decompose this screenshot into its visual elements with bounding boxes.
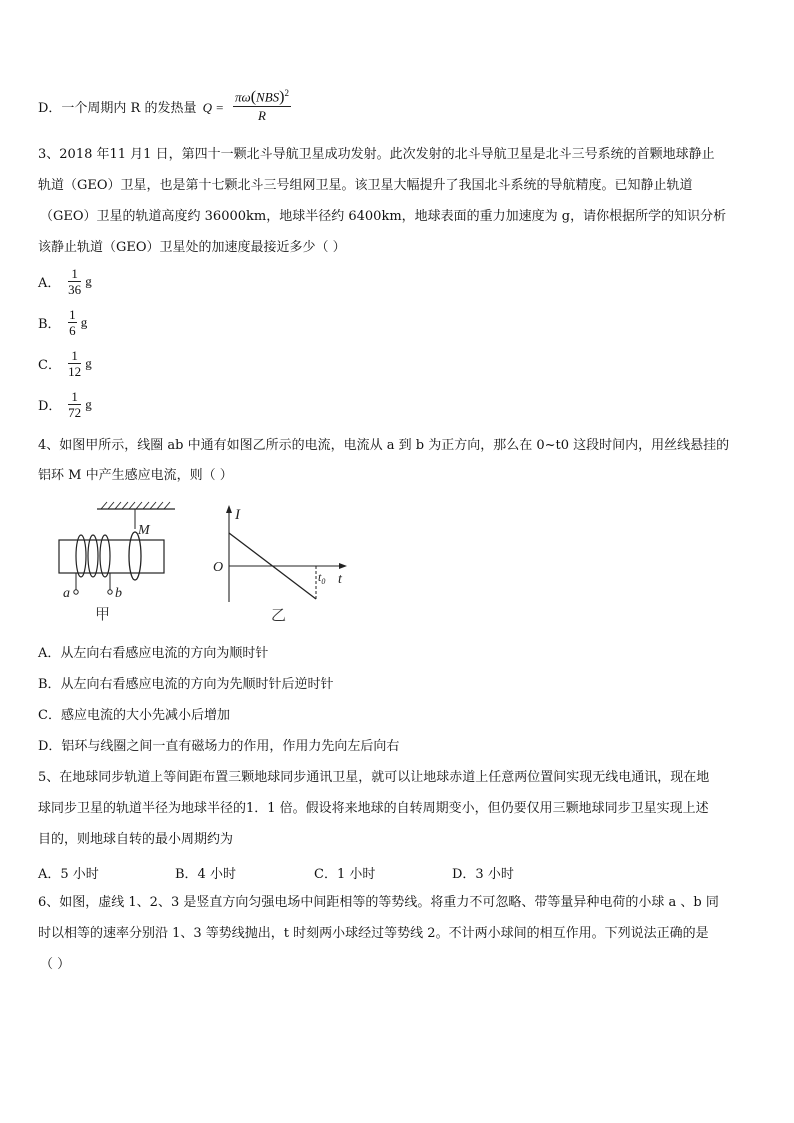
q6-line-1: 6、如图，虚线 1、2、3 是竖直方向匀强电场中间距相等的等势线。将重力不可忽略、带等量异种电荷的小球 a 、b 同: [38, 895, 719, 910]
fig-yi-label-t: t: [338, 572, 342, 587]
q5-option-d: D．3 小时: [452, 867, 514, 882]
q2-option-d: [38, 100, 224, 117]
q4-line-2: 铝环 M 中产生感应电流，则（ ）: [38, 468, 233, 483]
q2-formula-num-a: πω: [235, 89, 251, 105]
q2-formula-lhs: Q =: [202, 100, 225, 115]
q3-option-d-label: D．: [38, 399, 62, 414]
q3-option-a: [38, 266, 92, 297]
q3-line-2: 轨道（GEO）卫星，也是第十七颗北斗三号组网卫星。该卫星大幅提升了我国北斗系统的导航精度。已知静止轨道: [38, 178, 693, 193]
q3-option-d-fraction: $\frac{1}{72}$: [68, 389, 82, 420]
q2-formula-num-b: NBS: [256, 89, 280, 105]
q2-formula-fraction: πω(NBS)$^2$ R: [233, 84, 291, 125]
q6-line-2: 时以相等的速率分别沿 1、3 等势线抛出，t 时刻两小球经过等势线 2。不计两小球间的相互作用。下列说法正确的是: [38, 926, 709, 941]
q5-option-c: C．1 小时: [314, 867, 376, 882]
q3-option-d-unit: g: [85, 396, 92, 412]
fig-jia-label-m: M: [138, 523, 150, 538]
fig-yi-label-i: I: [235, 507, 240, 523]
q3-line-3: （GEO）卫星的轨道高度约 36000km，地球半径约 6400km，地球表面的重力加速度为 g，请你根据所学的知识分析: [40, 209, 727, 224]
q3-option-d: [38, 389, 92, 420]
q3-option-a-unit: g: [85, 273, 92, 289]
q4-option-c: C．感应电流的大小先减小后增加: [38, 708, 230, 723]
q3-option-b: [38, 307, 87, 338]
q3-line-1: 3、2018 年11 月1 日，第四十一颗北斗导航卫星成功发射。此次发射的北斗导航卫星是北斗三号系统的首颗地球静止: [38, 147, 715, 162]
fig-jia-label-b: b: [115, 586, 122, 601]
q3-option-c-unit: g: [85, 355, 92, 371]
q5-option-b: B．4 小时: [175, 867, 236, 882]
q4-figure-yi: [203, 497, 353, 627]
fig-yi-label-o: O: [213, 560, 224, 575]
q5-line-1: 5、在地球同步轨道上等间距布置三颗地球同步通讯卫星，就可以让地球赤道上任意两位置间实现无线电通讯，现在地: [38, 770, 710, 785]
q3-option-a-label: A．: [38, 276, 61, 291]
q5-option-a: A．5 小时: [38, 867, 99, 882]
q2-formula-exp: 2: [284, 88, 289, 98]
q3-option-b-label: B．: [38, 317, 61, 332]
q4-option-a: A．从左向右看感应电流的方向为顺时针: [38, 646, 269, 661]
q3-option-b-fraction: $\frac{1}{6}$: [69, 307, 76, 338]
q5-line-3: 目的，则地球自转的最小周期约为: [38, 832, 234, 847]
fig-yi-caption: 乙: [271, 606, 287, 624]
q3-option-b-unit: g: [80, 314, 88, 330]
q3-option-c: [38, 348, 92, 379]
fig-yi-label-t0: $t_0$: [318, 570, 326, 586]
q2-option-d-label: D．一个周期内 R 的发热量: [38, 101, 197, 116]
fig-jia-caption: 甲: [95, 605, 111, 623]
q6-line-3: （ ）: [40, 957, 71, 972]
q3-option-a-fraction: $\frac{1}{36}$: [68, 266, 82, 297]
q4-figure-jia: [55, 497, 185, 627]
fig-jia-label-a: a: [63, 586, 70, 601]
q4-option-d: D．铝环与线圈之间一直有磁场力的作用，作用力先向左后向右: [38, 739, 400, 754]
q2-formula-den: R: [258, 108, 266, 124]
q4-option-b: B．从左向右看感应电流的方向为先顺时针后逆时针: [38, 677, 334, 692]
q3-option-c-label: C．: [38, 358, 61, 373]
q3-line-4: 该静止轨道（GEO）卫星处的加速度最接近多少（ ）: [38, 240, 346, 255]
q4-line-1: 4、如图甲所示，线圈 ab 中通有如图乙所示的电流，电流从 a 到 b 为正方向，那么在 0~t0 这段时间内，用丝线悬挂的: [38, 438, 730, 453]
q5-line-2: 球同步卫星的轨道半径为地球半径的1．1 倍。假设将来地球的自转周期变小，但仍要仅用三颗地球同步卫星实现上述: [38, 801, 709, 816]
q3-option-c-fraction: $\frac{1}{12}$: [68, 348, 82, 379]
